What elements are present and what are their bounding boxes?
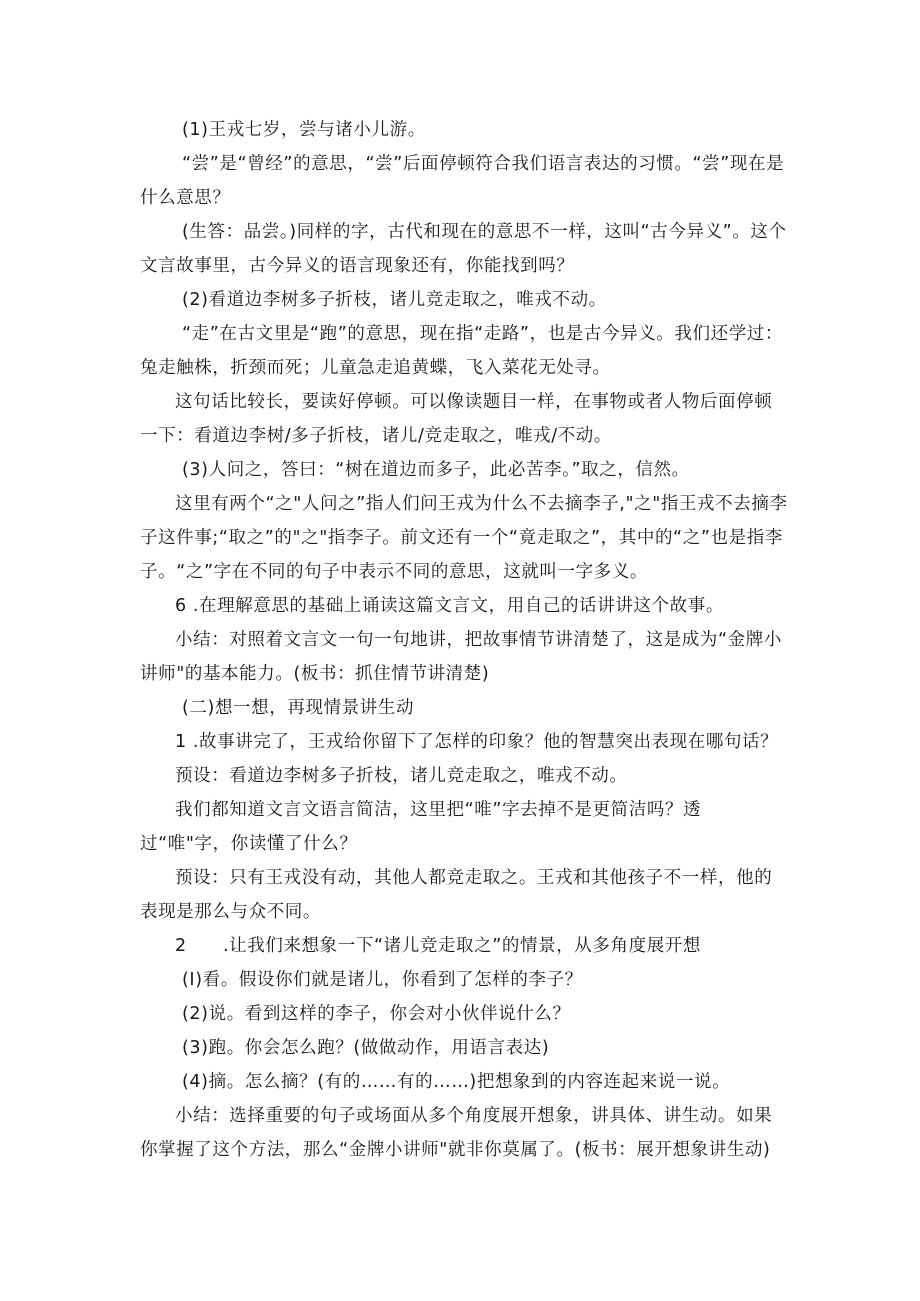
paragraph-5: “走”在古文里是“跑”的意思，现在指“走路”，也是古今异义。我们还学过：兔走触株，折颈而死；儿童急走追黄蝶，飞入菜花无处寻。 (140, 324, 783, 378)
item-number-2: 2 (175, 936, 187, 956)
paragraph-8: 这里有两个“之"人问之”指人们问王戎为什么不去摘李子,"之"指王戎不去摘李子这件事;“取之”的"之"指李子。前文还有一个“竟走取之”，其中的“之”也是指李子。“之”字在不同的句子中表示不同的意思，这就叫一字多义。 (140, 494, 788, 582)
paragraph-14: 我们都知道文言文语言简洁，这里把“唯”字去掉不是更简洁吗？透过“唯"字，你读懂了什么？ (140, 800, 702, 854)
paragraph-1: (1)王戎七岁，尝与诸小儿游。 (182, 120, 426, 140)
paragraph-12: 1 .故事讲完了，王戎给你留下了怎样的印象？他的智慧突出表现在哪句话？ (175, 732, 779, 752)
paragraph-4: (2)看道边李树多子折枝，诸儿竞走取之，唯戎不动。 (182, 290, 607, 310)
paragraph-17: (I)看。假设你们就是诸儿，你看到了怎样的李子？ (182, 970, 583, 990)
paragraph-13: 预设：看道边李树多子折枝，诸儿竞走取之，唯戎不动。 (175, 766, 628, 786)
paragraph-21: 小结：选择重要的句子或场面从多个角度展开想象，讲具体、讲生动。如果你掌握了这个方法，那么“金牌小讲师"就非你莫属了。(板书：展开想象讲生动) (140, 1106, 773, 1160)
paragraph-15: 预设：只有王戎没有动，其他人都竞走取之。王戎和其他孩子不一样，他的表现是那么与众不同。 (140, 868, 773, 922)
paragraph-9: 6 .在理解意思的基础上诵读这篇文言文，用自己的话讲讲这个故事。 (175, 596, 724, 616)
paragraph-20: (4)摘。怎么摘？(有的……有的……)把想象到的内容连起来说一说。 (182, 1072, 731, 1092)
paragraph-18: (2)说。看到这样的李子，你会对小伙伴说什么？ (182, 1004, 571, 1024)
section-heading-2: (二)想一想，再现情景讲生动 (182, 698, 415, 718)
paragraph-7: (3)人问之，答曰：“树在道边而多子，此必苦李。”取之，信然。 (182, 460, 690, 480)
paragraph-3: (生答：品尝。)同样的字，古代和现在的意思不一样，这叫“古今异义”。这个文言故事里，古今异义的语言现象还有，你能找到吗？ (140, 222, 787, 276)
paragraph-2: “尝”是“曾经”的意思，“尝”后面停顿符合我们语言表达的习惯。“尝”现在是什么意思？ (140, 154, 785, 208)
paragraph-10: 小结：对照着文言文一句一句地讲，把故事情节讲清楚了，这是成为“金牌小讲师"的基本能力。(板书：抓住情节讲清楚) (140, 630, 782, 684)
item-text-2: .让我们来想象一下“诸儿竞走取之”的情景，从多角度展开想 (223, 936, 701, 956)
document-body (140, 113, 788, 1167)
paragraph-19: (3)跑。你会怎么跑？(做做动作，用语言表达) (182, 1038, 550, 1058)
paragraph-6: 这句话比较长，要读好停顿。可以像读题目一样，在事物或者人物后面停顿一下：看道边李树/多子折枝，诸儿/竞走取之，唯戎/不动。 (140, 392, 773, 446)
paragraph-16 (140, 929, 788, 963)
